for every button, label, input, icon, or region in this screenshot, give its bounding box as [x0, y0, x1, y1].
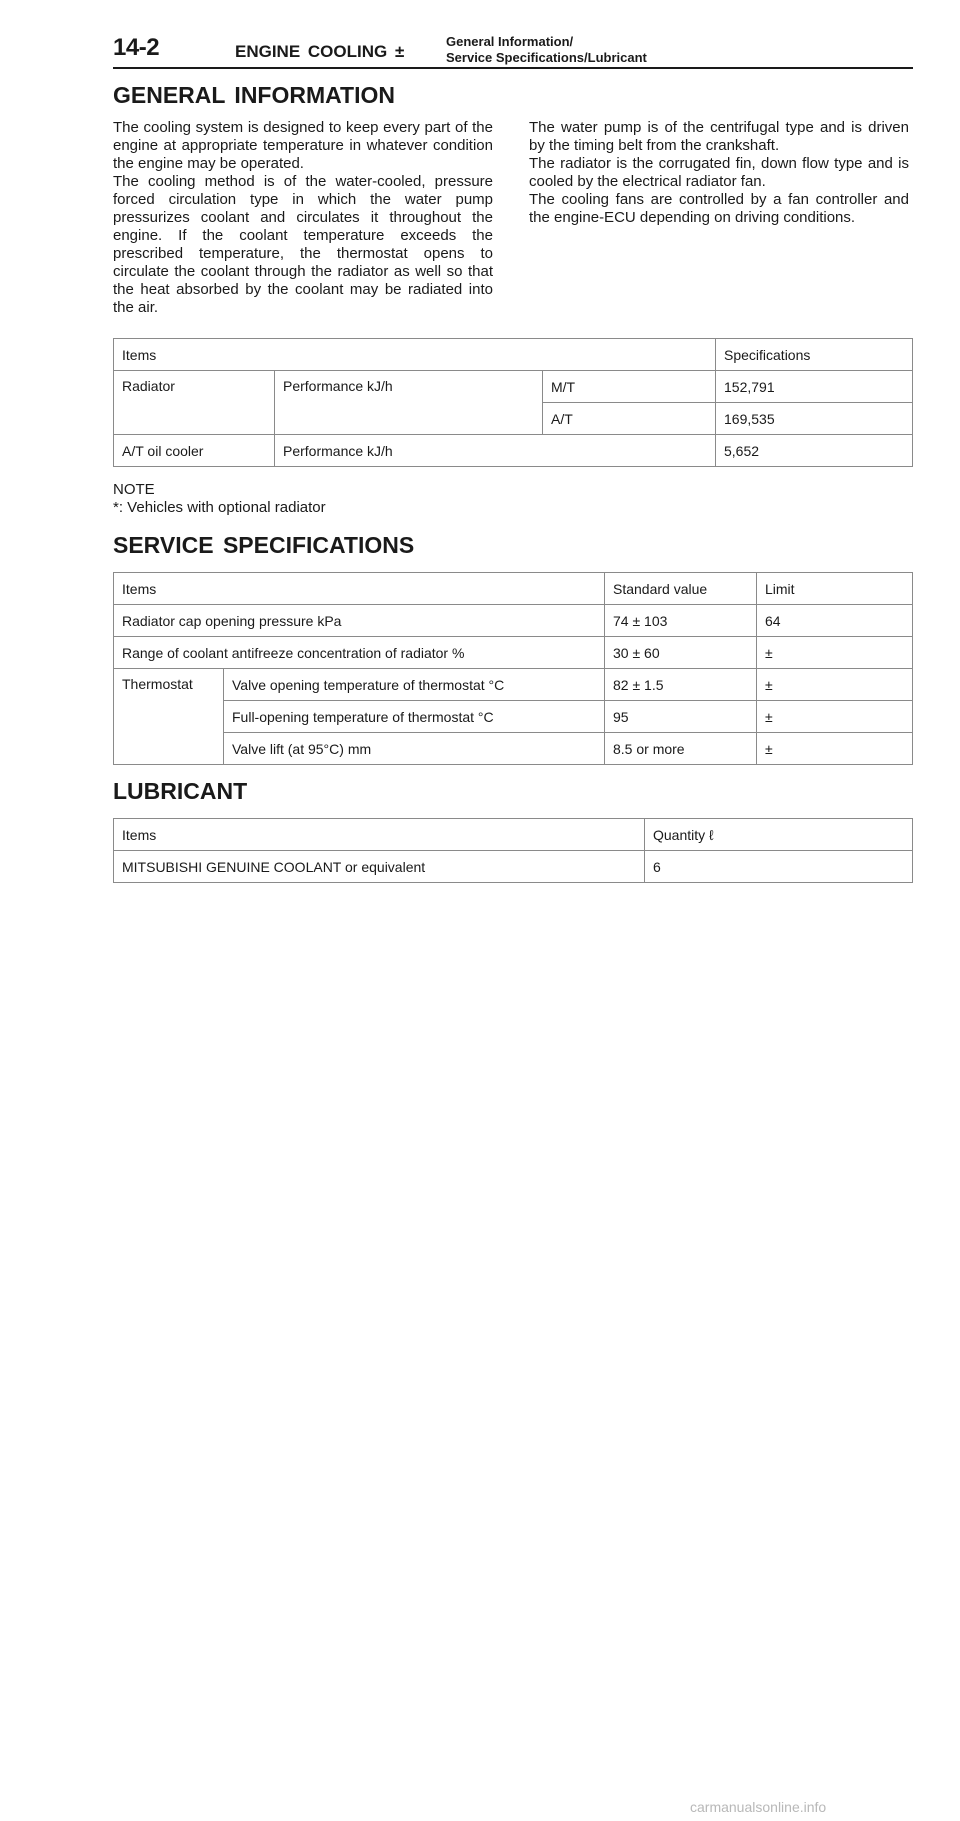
at-label: A/T: [543, 403, 716, 435]
left-paragraph-1: The cooling system is designed to keep every part of the engine at appropriate temperature in whatever condition the engine may be operated.: [113, 119, 493, 172]
right-paragraph-2: The radiator is the corrugated fin, down flow type and is cooled by the electrical radiator fan.: [529, 155, 909, 190]
table-row: [114, 733, 913, 765]
thermostat-standard: 82 ± 1.5: [605, 669, 757, 701]
antifreeze-standard: 30 ± 60: [605, 637, 757, 669]
table-row: [114, 669, 913, 701]
table-row: [114, 637, 913, 669]
header-items: Items: [114, 573, 605, 605]
header-specifications: Specifications: [716, 339, 913, 371]
lubricant-item: MITSUBISHI GENUINE COOLANT or equivalent: [114, 851, 645, 883]
service-specifications-table: [113, 572, 913, 765]
cap-standard: 74 ± 103: [605, 605, 757, 637]
general-info-table: [113, 338, 913, 467]
table-row: [114, 605, 913, 637]
header-standard-value: Standard value: [605, 573, 757, 605]
thermostat-item: Valve lift (at 95°C) mm: [224, 733, 605, 765]
header-items: Items: [114, 819, 645, 851]
header-limit: Limit: [757, 573, 913, 605]
thermostat-standard: 8.5 or more: [605, 733, 757, 765]
radiator-label: Radiator: [114, 371, 275, 435]
table-header-row: [114, 339, 913, 371]
section-title: ENGINE COOLING ±: [235, 42, 405, 61]
subsection-line-1: General Information/: [446, 34, 574, 49]
antifreeze-limit: ±: [757, 637, 913, 669]
oil-cooler-value: 5,652: [716, 435, 913, 467]
table-row: [114, 435, 913, 467]
table-header-row: [114, 573, 913, 605]
page-number: 14-2: [113, 34, 160, 61]
note-text: *: Vehicles with optional radiator: [113, 499, 326, 516]
antifreeze-item: Range of coolant antifreeze concentration of radiator %: [114, 637, 605, 669]
lubricant-heading: LUBRICANT: [113, 778, 248, 804]
lubricant-quantity: 6: [645, 851, 913, 883]
general-info-left-column: [113, 119, 493, 317]
thermostat-limit: ±: [757, 701, 913, 733]
at-value: 169,535: [716, 403, 913, 435]
table-row: [114, 851, 913, 883]
thermostat-limit: ±: [757, 733, 913, 765]
mt-value: 152,791: [716, 371, 913, 403]
table-row: [114, 701, 913, 733]
cap-limit: 64: [757, 605, 913, 637]
thermostat-limit: ±: [757, 669, 913, 701]
oil-cooler-label: A/T oil cooler: [114, 435, 275, 467]
subsection-line-2: Service Specifications/Lubricant: [446, 50, 647, 65]
right-paragraph-3: The cooling fans are controlled by a fan controller and the engine-ECU depending on driving conditions.: [529, 191, 909, 226]
lubricant-table: [113, 818, 913, 883]
thermostat-item: Full-opening temperature of thermostat °C: [224, 701, 605, 733]
table-row: [114, 371, 913, 403]
thermostat-label: Thermostat: [114, 669, 224, 765]
header-divider: [113, 67, 913, 69]
mt-label: M/T: [543, 371, 716, 403]
service-specifications-heading: SERVICE SPECIFICATIONS: [113, 532, 415, 558]
radiator-performance: Performance kJ/h: [275, 371, 543, 435]
general-info-right-column: [529, 119, 909, 227]
left-paragraph-2: The cooling method is of the water-cooled, pressure forced circulation type in which the water pump pressurizes coolant and circulates it throughout the engine. If the coolant temperature exceeds the prescribed temperature, the thermostat opens to circulate the coolant through the radiator as well so that the heat absorbed by the coolant may be radiated into the air.: [113, 173, 493, 316]
header-items: Items: [114, 339, 716, 371]
cap-item: Radiator cap opening pressure kPa: [114, 605, 605, 637]
header-quantity: Quantity ℓ: [645, 819, 913, 851]
right-paragraph-1: The water pump is of the centrifugal type and is driven by the timing belt from the crankshaft.: [529, 119, 909, 154]
thermostat-item: Valve opening temperature of thermostat °C: [224, 669, 605, 701]
watermark-text: carmanualsonline.info: [690, 1799, 827, 1815]
note-title: NOTE: [113, 481, 155, 498]
oil-cooler-performance: Performance kJ/h: [275, 435, 716, 467]
thermostat-standard: 95: [605, 701, 757, 733]
general-information-heading: GENERAL INFORMATION: [113, 82, 395, 108]
table-header-row: [114, 819, 913, 851]
